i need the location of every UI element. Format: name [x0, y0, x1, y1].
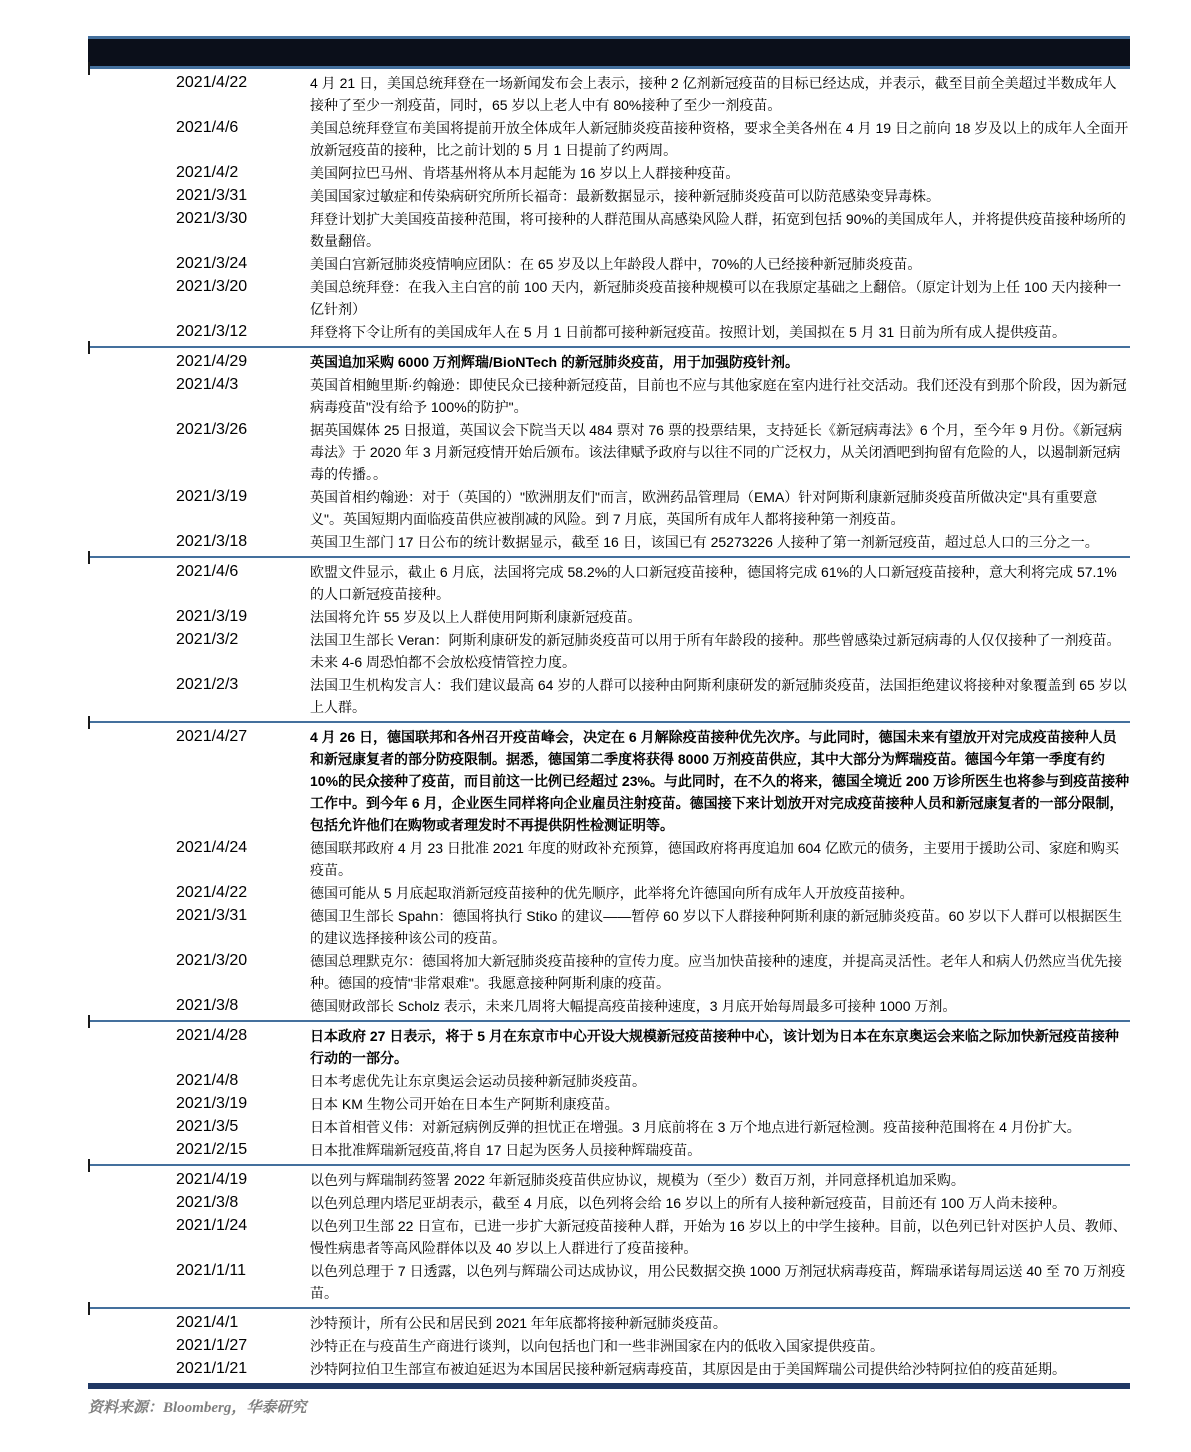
- news-text-cell: 以色列与辉瑞制药签署 2022 年新冠肺炎疫苗供应协议，规模为（至少）数百万剂，并同意择机追加采购。: [310, 1172, 965, 1188]
- country-cell-empty: [88, 561, 176, 605]
- country-cell-empty: [88, 162, 176, 184]
- date-cell: 2021/4/22: [176, 74, 248, 91]
- country-cell-empty: [88, 1169, 176, 1191]
- news-row: [88, 276, 1130, 320]
- news-row: [88, 1169, 1130, 1191]
- news-text-cell: 日本批准辉瑞新冠疫苗,将自 17 日起为医务人员接种辉瑞疫苗。: [310, 1142, 702, 1158]
- date-cell: 2021/4/3: [176, 376, 239, 393]
- news-row: [88, 726, 1130, 836]
- country-cell-empty: [88, 531, 176, 553]
- date-cell: 2021/3/31: [176, 907, 248, 924]
- date-cell: 2021/4/6: [176, 563, 239, 580]
- country-section-1: [88, 69, 1130, 348]
- news-text-cell: 德国联邦政府 4 月 23 日批准 2021 年度的财政补充预算，德国政府将再度追加 604 亿欧元的债务，主要用于援助公司、家庭和购买疫苗。: [310, 840, 1119, 878]
- news-text-cell: 以色列总理于 7 日透露，以色列与辉瑞公司达成协议，用公民数据交换 1000 万剂冠状病毒疫苗，辉瑞承诺每周运送 40 至 70 万剂疫苗。: [310, 1263, 1126, 1301]
- news-row: [88, 1192, 1130, 1214]
- country-cell-empty: [88, 1358, 176, 1380]
- news-row: [88, 1116, 1130, 1138]
- news-text-cell: 日本首相菅义伟：对新冠病例反弹的担忧正在增强。3 月底前将在 3 万个地点进行新冠检测。疫苗接种范围将在 4 月份扩大。: [310, 1119, 1081, 1135]
- source-note: 资料来源：Bloomberg，华泰研究: [88, 1400, 307, 1416]
- news-text-cell: 美国国家过敏症和传染病研究所所长福奇：最新数据显示，接种新冠肺炎疫苗可以防范感染变异毒株。: [310, 188, 940, 204]
- date-cell: 2021/2/3: [176, 676, 239, 693]
- date-cell: 2021/3/19: [176, 488, 248, 505]
- country-cell-empty: [88, 1312, 176, 1334]
- news-text-cell: 以色列卫生部 22 日宣布，已进一步扩大新冠疫苗接种人群，开始为 16 岁以上的中学生接种。目前，以色列已针对医护人员、教师、慢性病患者等高风险群体以及 40 岁以上人群进行了疫苗接种。: [310, 1218, 1127, 1256]
- date-cell: 2021/4/24: [176, 839, 248, 856]
- news-row: [88, 208, 1130, 252]
- news-text-cell: 美国总统拜登宣布美国将提前开放全体成年人新冠肺炎疫苗接种资格，要求全美各州在 4 月 19 日之前向 18 岁及以上的成年人全面开放新冠疫苗的接种，比之前计划的 5 月 1 日提前了约两周。: [310, 120, 1129, 158]
- news-row: [88, 1070, 1130, 1092]
- news-text-cell: 4 月 21 日，美国总统拜登在一场新闻发布会上表示，接种 2 亿剂新冠疫苗的目标已经达成，并表示，截至目前全美超过半数成年人接种了至少一剂疫苗，同时，65 岁以上老人中有 80%接种了至少一剂疫苗。: [310, 75, 1117, 113]
- country-section-7: [88, 1309, 1130, 1383]
- date-cell: 2021/3/8: [176, 997, 239, 1014]
- date-cell: 2021/2/15: [176, 1141, 248, 1158]
- country-cell-empty: [88, 1070, 176, 1092]
- date-cell: 2021/4/19: [176, 1171, 248, 1188]
- country-cell-empty: [88, 837, 176, 881]
- date-cell: 2021/4/22: [176, 884, 248, 901]
- news-text-cell: 拜登计划扩大美国疫苗接种范围，将可接种的人群范围从高感染风险人群，拓宽到包括 90%的美国成年人，并将提供疫苗接种场所的数量翻倍。: [310, 211, 1126, 249]
- news-text-cell: 英国追加采购 6000 万剂辉瑞/BioNTech 的新冠肺炎疫苗，用于加强防疫针剂。: [310, 354, 800, 370]
- news-text-cell: 拜登将下令让所有的美国成年人在 5 月 1 日前都可接种新冠疫苗。按照计划，美国拟在 5 月 31 日前为所有成人提供疫苗。: [310, 324, 1067, 340]
- news-text-cell: 美国总统拜登：在我入主白宫的前 100 天内，新冠肺炎疫苗接种规模可以在我原定基础之上翻倍。（原定计划为上任 100 天内接种一亿针剂）: [310, 279, 1122, 317]
- country-section-3: [88, 558, 1130, 723]
- news-row: [88, 374, 1130, 418]
- date-cell: 2021/1/24: [176, 1217, 248, 1234]
- news-text-cell: 英国卫生部门 17 日公布的统计数据显示，截至 16 日，该国已有 25273226 人接种了第一剂新冠疫苗，超过总人口的三分之一。: [310, 534, 1099, 550]
- date-cell: 2021/4/6: [176, 119, 239, 136]
- news-row: [88, 561, 1130, 605]
- news-text-cell: 德国财政部长 Scholz 表示，未来几周将大幅提高疫苗接种速度，3 月底开始每周最多可接种 1000 万剂。: [310, 998, 957, 1014]
- news-row: [88, 1093, 1130, 1115]
- news-row: [88, 882, 1130, 904]
- news-text-cell: 据英国媒体 25 日报道，英国议会下院当天以 484 票对 76 票的投票结果，支持延长《新冠病毒法》6 个月，至今年 9 月份。《新冠病毒法》于 2020 年 3 月新冠疫情开始后颁布。该法律赋予政府与以往不同的广泛权力，从关闭酒吧到拘留有危险的人，以遏制新冠病毒的传播。。: [310, 422, 1123, 482]
- news-row: [88, 117, 1130, 161]
- news-text-cell: 法国卫生部长 Veran：阿斯利康研发的新冠肺炎疫苗可以用于所有年龄段的接种。那些曾感染过新冠病毒的人仅仅接种了一剂疫苗。未来 4-6 周恐怕都不会放松疫情管控力度。: [310, 632, 1121, 670]
- country-cell-empty: [88, 1025, 176, 1069]
- date-cell: 2021/3/19: [176, 1095, 248, 1112]
- date-cell: 2021/3/18: [176, 533, 248, 550]
- country-cell-empty: [88, 185, 176, 207]
- news-table-body: [88, 69, 1130, 1383]
- country-cell-empty: [88, 882, 176, 904]
- news-text-cell: 沙特正在与疫苗生产商进行谈判，以向包括也门和一些非洲国家在内的低收入国家提供疫苗。: [310, 1338, 884, 1354]
- news-row: [88, 995, 1130, 1017]
- news-text-cell: 德国卫生部长 Spahn：德国将执行 Stiko 的建议——暂停 60 岁以下人群接种阿斯利康的新冠肺炎疫苗。60 岁以下人群可以根据医生的建议选择接种该公司的疫苗。: [310, 908, 1123, 946]
- date-cell: 2021/3/12: [176, 323, 248, 340]
- news-row: [88, 1312, 1130, 1334]
- date-cell: 2021/4/8: [176, 1072, 239, 1089]
- date-cell: 2021/3/20: [176, 952, 248, 969]
- date-cell: 2021/4/2: [176, 164, 239, 181]
- country-cell-empty: [88, 726, 176, 836]
- news-row: [88, 162, 1130, 184]
- date-cell: 2021/3/19: [176, 608, 248, 625]
- country-cell-empty: [88, 486, 176, 530]
- news-row: [88, 950, 1130, 994]
- date-cell: 2021/3/30: [176, 210, 248, 227]
- news-text-cell: 法国卫生机构发言人：我们建议最高 64 岁的人群可以接种由阿斯利康研发的新冠肺炎疫苗，法国拒绝建议将接种对象覆盖到 65 岁以上人群。: [310, 677, 1127, 715]
- table-bottom-border: [88, 1383, 1130, 1389]
- date-cell: 2021/1/11: [176, 1262, 246, 1279]
- news-row: [88, 1025, 1130, 1069]
- news-text-cell: 英国首相鲍里斯·约翰逊：即使民众已接种新冠疫苗，目前也不应与其他家庭在室内进行社交活动。我们还没有到那个阶段，因为新冠病毒疫苗"没有给予 100%的防护"。: [310, 377, 1127, 415]
- news-row: [88, 419, 1130, 485]
- country-cell-empty: [88, 629, 176, 673]
- news-text-cell: 日本 KM 生物公司开始在日本生产阿斯利康疫苗。: [310, 1096, 619, 1112]
- date-cell: 2021/3/26: [176, 421, 248, 438]
- date-cell: 2021/4/27: [176, 728, 248, 745]
- news-row: [88, 185, 1130, 207]
- table-header-bar: [88, 36, 1130, 69]
- date-cell: 2021/3/8: [176, 1194, 239, 1211]
- country-cell-empty: [88, 1093, 176, 1115]
- country-cell-empty: [88, 253, 176, 275]
- country-cell-empty: [88, 117, 176, 161]
- news-text-cell: 日本政府 27 日表示，将于 5 月在东京市中心开设大规模新冠疫苗接种中心，该计划为日本在东京奥运会来临之际加快新冠疫苗接种行动的一部分。: [310, 1028, 1119, 1066]
- date-cell: 2021/3/20: [176, 278, 248, 295]
- country-cell-empty: [88, 208, 176, 252]
- country-cell-empty: [88, 72, 176, 116]
- country-cell-empty: [88, 950, 176, 994]
- country-cell-empty: [88, 276, 176, 320]
- news-text-cell: 美国阿拉巴马州、肯塔基州将从本月起能为 16 岁以上人群接种疫苗。: [310, 165, 740, 181]
- news-row: [88, 606, 1130, 628]
- country-section-4: [88, 723, 1130, 1022]
- country-cell-empty: [88, 351, 176, 373]
- country-cell-empty: [88, 1139, 176, 1161]
- news-row: [88, 1215, 1130, 1259]
- news-row: [88, 351, 1130, 373]
- country-cell-empty: [88, 1116, 176, 1138]
- news-row: [88, 72, 1130, 116]
- news-row: [88, 1335, 1130, 1357]
- country-section-5: [88, 1022, 1130, 1166]
- news-row: [88, 905, 1130, 949]
- vaccine-news-table: [88, 36, 1130, 1417]
- country-cell-empty: [88, 1260, 176, 1304]
- country-cell-empty: [88, 995, 176, 1017]
- news-row: [88, 253, 1130, 275]
- country-cell-empty: [88, 1192, 176, 1214]
- country-cell-empty: [88, 374, 176, 418]
- date-cell: 2021/4/1: [176, 1314, 239, 1331]
- news-row: [88, 1139, 1130, 1161]
- date-cell: 2021/3/2: [176, 631, 239, 648]
- news-row: [88, 1358, 1130, 1380]
- news-text-cell: 美国白宫新冠肺炎疫情响应团队：在 65 岁及以上年龄段人群中，70%的人已经接种新冠肺炎疫苗。: [310, 256, 922, 272]
- country-cell-empty: [88, 419, 176, 485]
- country-cell-empty: [88, 606, 176, 628]
- news-row: [88, 531, 1130, 553]
- news-row: [88, 1260, 1130, 1304]
- news-text-cell: 沙特阿拉伯卫生部宣布被迫延迟为本国居民接种新冠病毒疫苗，其原因是由于美国辉瑞公司提供给沙特阿拉伯的疫苗延期。: [310, 1361, 1066, 1377]
- news-text-cell: 以色列总理内塔尼亚胡表示，截至 4 月底，以色列将会给 16 岁以上的所有人接种新冠疫苗，目前还有 100 万人尚未接种。: [310, 1195, 1067, 1211]
- news-text-cell: 沙特预计，所有公民和居民到 2021 年年底都将接种新冠肺炎疫苗。: [310, 1315, 727, 1331]
- news-row: [88, 629, 1130, 673]
- country-cell-empty: [88, 1215, 176, 1259]
- news-row: [88, 674, 1130, 718]
- date-cell: 2021/1/21: [176, 1360, 248, 1377]
- news-text-cell: 欧盟文件显示，截止 6 月底，法国将完成 58.2%的人口新冠疫苗接种，德国将完成 61%的人口新冠疫苗接种，意大利将完成 57.1%的人口新冠疫苗接种。: [310, 564, 1117, 602]
- date-cell: 2021/3/5: [176, 1118, 239, 1135]
- news-text-cell: 法国将允许 55 岁及以上人群使用阿斯利康新冠疫苗。: [310, 609, 642, 625]
- news-row: [88, 486, 1130, 530]
- date-cell: 2021/4/28: [176, 1027, 248, 1044]
- country-cell-empty: [88, 321, 176, 343]
- news-text-cell: 德国可能从 5 月底起取消新冠疫苗接种的优先顺序，此举将允许德国向所有成年人开放疫苗接种。: [310, 885, 914, 901]
- news-row: [88, 321, 1130, 343]
- news-text-cell: 4 月 26 日，德国联邦和各州召开疫苗峰会，决定在 6 月解除疫苗接种优先次序。与此同时，德国未来有望放开对完成疫苗接种人员和新冠康复者的部分防疫限制。据悉，德国第二季度将获得 8000 万剂疫苗供应，其中大部分为辉瑞疫苗。德国今年第一季度有约 10%的民众接种了疫苗，而目前这一比例已经超过 23%。与此同时，在不久的将来，德国全境近 200 万诊所医生也将参与到疫苗接种工作中。到今年 6 月，企业医生同样将向企业雇员注射疫苗。德国接下来计划放开对完成疫苗接种人员和新冠康复者的一部分限制，包括允许他们在购物或者理发时不再提供阴性检测证明等。: [310, 729, 1130, 833]
- country-cell-empty: [88, 674, 176, 718]
- date-cell: 2021/4/29: [176, 353, 248, 370]
- news-text-cell: 英国首相约翰逊：对于（英国的）"欧洲朋友们"而言，欧洲药品管理局（EMA）针对阿斯利康新冠肺炎疫苗所做决定"具有重要意义"。英国短期内面临疫苗供应被削减的风险。到 7 月底，英国所有成年人都将接种第一剂疫苗。: [310, 489, 1098, 527]
- news-row: [88, 837, 1130, 881]
- date-cell: 2021/3/24: [176, 255, 248, 272]
- news-text-cell: 日本考虑优先让东京奥运会运动员接种新冠肺炎疫苗。: [310, 1073, 646, 1089]
- country-cell-empty: [88, 905, 176, 949]
- country-cell-empty: [88, 1335, 176, 1357]
- country-section-2: [88, 348, 1130, 558]
- news-text-cell: 德国总理默克尔：德国将加大新冠肺炎疫苗接种的宣传力度。应当加快苗接种的速度，并提高灵活性。老年人和病人仍然应当优先接种。德国的疫情"非常艰难"。我愿意接种阿斯利康的疫苗。: [310, 953, 1122, 991]
- country-section-6: [88, 1166, 1130, 1309]
- date-cell: 2021/3/31: [176, 187, 248, 204]
- date-cell: 2021/1/27: [176, 1337, 248, 1354]
